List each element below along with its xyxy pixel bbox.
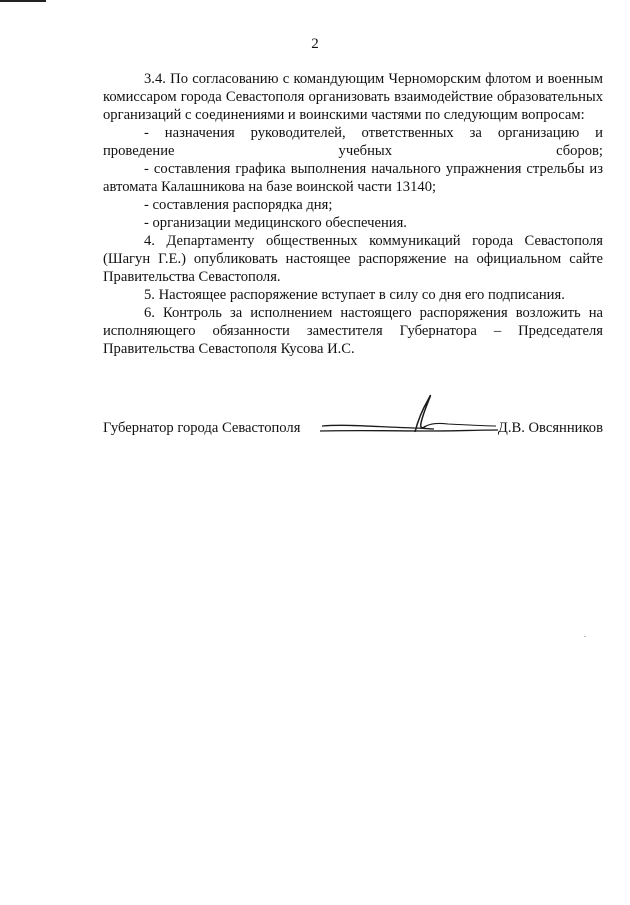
page-number: 2 xyxy=(311,36,319,52)
paragraph-bullet-daily-routine: - составления распорядка дня; xyxy=(144,197,333,213)
scan-speck xyxy=(584,636,586,637)
paragraph-3-4: 3.4. По согласованию с командующим Черноморским флотом и военным комиссаром города Севастополя организовать взаимодействие образовательных организаций с соединениями и воинскими частями по следующим вопросам: xyxy=(103,71,603,123)
paragraph-bullet-shooting-schedule: - составления графика выполнения начального упражнения стрельбы из автомата Калашникова на базе воинской части 13140; xyxy=(103,161,603,195)
paragraph-bullet-medical-support: - организации медицинского обеспечения. xyxy=(144,215,407,231)
signature-block xyxy=(103,419,603,437)
paragraph-6: 6. Контроль за исполнением настоящего распоряжения возложить на исполняющего обязанности заместителя Губернатора – Председателя Правительства Севастополя Кусова И.С. xyxy=(103,305,603,357)
document-body xyxy=(103,70,603,358)
paragraph-4: 4. Департаменту общественных коммуникаций города Севастополя (Шагун Г.Е.) опубликовать настоящее распоряжение на официальном сайте Правительства Севастополя. xyxy=(103,233,603,285)
scan-corner-mark xyxy=(0,0,46,2)
signatory-name: Д.В. Овсянников xyxy=(497,420,603,436)
paragraph-bullet-appointment: - назначения руководителей, ответственных за организацию и проведение учебных сборов; xyxy=(103,125,603,159)
signatory-title: Губернатор города Севастополя xyxy=(103,420,301,436)
paragraph-5: 5. Настоящее распоряжение вступает в силу со дня его подписания. xyxy=(144,287,565,303)
